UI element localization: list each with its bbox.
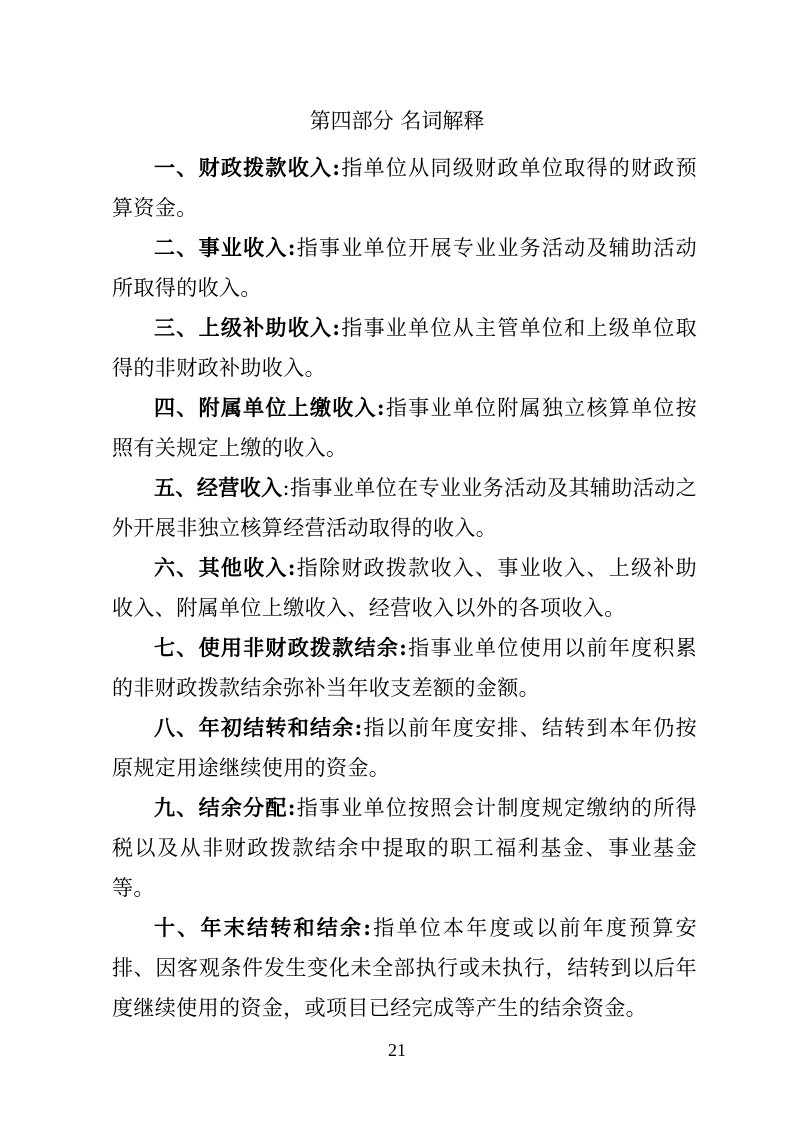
entry-definition: 指事业单位附属独立核算单位按照有关规定上缴的收入。 bbox=[112, 396, 697, 460]
glossary-entry bbox=[112, 708, 697, 788]
entry-definition: 指单位从同级财政单位取得的财政预算资金。 bbox=[112, 156, 697, 220]
entry-definition: 指事业单位使用以前年度积累的非财政拨款结余弥补当年收支差额的金额。 bbox=[112, 636, 697, 700]
entry-term: 一、财政拨款收入: bbox=[154, 155, 341, 180]
entry-term: 六、其他收入: bbox=[154, 555, 296, 580]
glossary-entry bbox=[112, 788, 697, 908]
glossary-entry bbox=[112, 548, 697, 628]
glossary-entry bbox=[112, 628, 697, 708]
entry-definition: 指以前年度安排、结转到本年仍按原规定用途继续使用的资金。 bbox=[112, 716, 697, 780]
glossary-entry bbox=[112, 388, 697, 468]
entry-term: 十、年末结转和结余: bbox=[154, 915, 372, 940]
entry-term: 七、使用非财政拨款结余: bbox=[154, 635, 408, 660]
entry-term: 二、事业收入: bbox=[154, 235, 296, 260]
entry-term: 三、上级补助收入: bbox=[154, 315, 341, 340]
entry-definition: 指事业单位开展专业业务活动及辅助活动所取得的收入。 bbox=[112, 236, 697, 300]
entry-term: 四、附属单位上缴收入: bbox=[154, 395, 385, 420]
glossary-list bbox=[112, 148, 697, 1028]
entry-definition: 指事业单位从主管单位和上级单位取得的非财政补助收入。 bbox=[112, 316, 697, 380]
glossary-entry bbox=[112, 468, 697, 548]
entry-term: 五、经营收入 bbox=[154, 475, 283, 500]
entry-definition: 指单位本年度或以前年度预算安排、因客观条件发生变化未全部执行或未执行，结转到以后年度继续使用的资金，或项目已经完成等产生的结余资金。 bbox=[112, 916, 697, 1020]
entry-term: 九、结余分配: bbox=[154, 795, 296, 820]
entry-definition: :指事业单位在专业业务活动及其辅助活动之外开展非独立核算经营活动取得的收入。 bbox=[112, 476, 697, 540]
glossary-entry bbox=[112, 228, 697, 308]
glossary-entry bbox=[112, 908, 697, 1028]
entry-term: 八、年初结转和结余: bbox=[154, 715, 363, 740]
entry-definition: 指除财政拨款收入、事业收入、上级补助收入、附属单位上缴收入、经营收入以外的各项收入。 bbox=[112, 556, 697, 620]
entry-definition: 指事业单位按照会计制度规定缴纳的所得税以及从非财政拨款结余中提取的职工福利基金、事业基金等。 bbox=[112, 796, 697, 900]
glossary-entry bbox=[112, 148, 697, 228]
page-number: 21 bbox=[388, 1040, 406, 1060]
page-title: 第四部分 名词解释 bbox=[309, 109, 485, 133]
glossary-entry bbox=[112, 308, 697, 388]
